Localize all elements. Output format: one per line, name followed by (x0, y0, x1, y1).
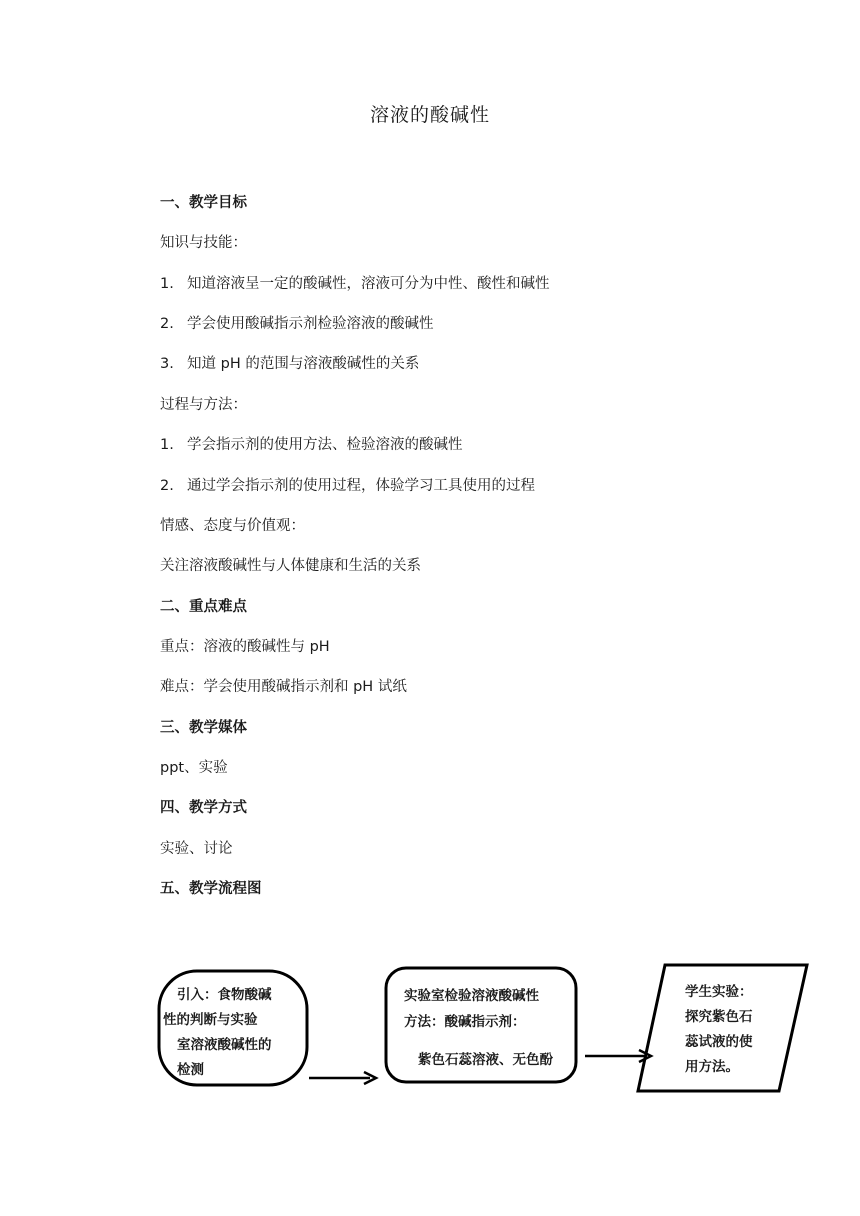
section-heading-key-points: 二、重点难点 (160, 599, 247, 615)
section-heading-media: 三、教学媒体 (160, 720, 247, 736)
list-number: 1. (160, 437, 174, 453)
list-text: 知道 pH 的范围与溶液酸碱性的关系 (187, 356, 420, 372)
knowledge-label: 知识与技能： (160, 235, 247, 251)
list-number: 3. (160, 356, 174, 372)
flow-text-line: 引入：食物酸碱 (177, 987, 272, 1003)
section-heading-flowchart: 五、教学流程图 (160, 881, 262, 897)
list-text: 通过学会指示剂的使用过程，体验学习工具使用的过程 (187, 478, 535, 494)
flow-text-line: 性的判断与实验 (163, 1012, 258, 1028)
flow-text-line: 蕊试液的使 (685, 1034, 753, 1050)
list-text: 知道溶液呈一定的酸碱性，溶液可分为中性、酸性和碱性 (187, 276, 550, 292)
flow-text-line: 学生实验： (685, 984, 753, 1000)
difficulty-text: 难点：学会使用酸碱指示剂和 pH 试纸 (160, 679, 407, 695)
list-text: 学会使用酸碱指示剂检验溶液的酸碱性 (187, 316, 434, 332)
flow-box-lab-method-text (388, 972, 574, 1078)
flow-text-line: 检测 (177, 1062, 204, 1078)
section-heading-objectives: 一、教学目标 (160, 195, 247, 211)
process-label: 过程与方法： (160, 397, 247, 413)
emotion-text: 关注溶液酸碱性与人体健康和生活的关系 (160, 558, 421, 574)
flow-text-line: 室溶液酸碱性的 (177, 1037, 272, 1053)
key-point-text: 重点：溶液的酸碱性与 pH (160, 639, 330, 655)
flow-text-line: 实验室检验溶液酸碱性 (404, 988, 539, 1004)
flow-text-line: 用方法。 (685, 1059, 739, 1075)
method-text: 实验、讨论 (160, 841, 233, 857)
flow-box-student-experiment-text (640, 968, 805, 1088)
media-text: ppt、实验 (160, 760, 228, 776)
flow-box-intro-text (160, 975, 306, 1078)
flow-text-line: 方法：酸碱指示剂： (404, 1014, 526, 1030)
section-heading-method: 四、教学方式 (160, 800, 247, 816)
page-title: 溶液的酸碱性 (369, 104, 490, 126)
emotion-label: 情感、态度与价值观： (160, 518, 305, 534)
flow-text-line: 紫色石蕊溶液、无色酚 (418, 1052, 553, 1068)
list-number: 1. (160, 276, 174, 292)
list-number: 2. (160, 316, 174, 332)
list-number: 2. (160, 478, 174, 494)
flow-text-line: 探究紫色石 (685, 1009, 753, 1025)
list-text: 学会指示剂的使用方法、检验溶液的酸碱性 (187, 437, 463, 453)
